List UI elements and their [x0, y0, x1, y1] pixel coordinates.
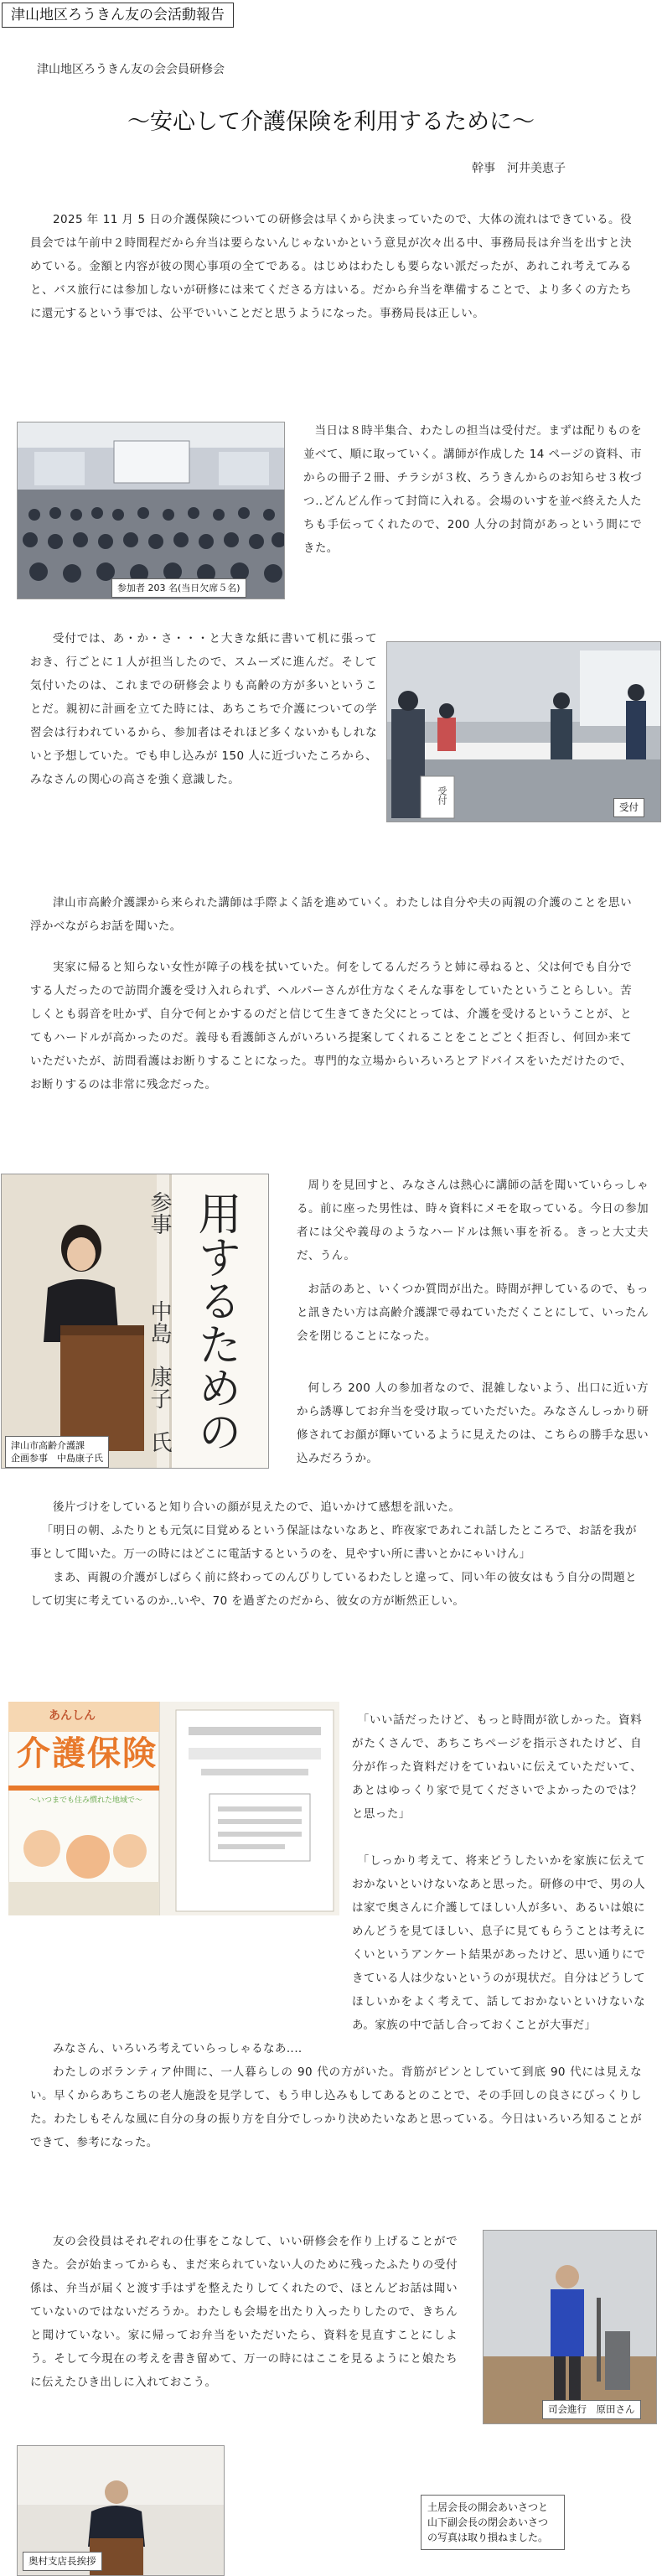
paragraph-questions: お話のあと、いくつか質問が出た。時間が押しているので、もっと訊きたい方は高齢介護課で尋ねていただくことにして、いったん会を閉じることになった。	[297, 1283, 649, 1343]
branch-manager-photo	[17, 2445, 225, 2576]
hall-photo-caption: 参加者 203 名(当日欠席５名)	[111, 578, 246, 598]
booklet-tagline: ～いつまでも住み慣れた地域で～	[28, 1796, 142, 1805]
paragraph-lecturer: 津山市高齢介護課から来られた講師は手際よく話を進めていく。わたしは自分や夫の両親の介護のことを思い浮かべながらお話を聞いた。	[30, 896, 632, 933]
paragraph-lunch: 何しろ 200 人の参加者なので、混雑しないよう、出口に近い方から誘導してお弁当を受け取っていただいた。みなさんしっかり研修されてお顔が輝いているように見えたのは、こちらの勝手な思い込みだろうか。	[297, 1381, 649, 1465]
speaker-photo-caption	[5, 1436, 109, 1468]
paragraph-volunteer: わたしのボランティア仲間に、一人暮らしの 90 代の方がいた。背筋がピンとしていて到底 90 代には見えない。早くからあちこちの老人施設を見学して、もう申し込みもしてあるとのことで、その手回しの良さにびっくりした。わたしもそんな風に自分の身の振り方を自分でしっかり決めたいなあと思っている。今日はいろいろ知ることができて、参考になった。	[30, 2065, 642, 2149]
reception-sign-text: 受付	[437, 786, 447, 805]
reception-photo	[386, 641, 661, 822]
booklet-main-title: 介護保険	[17, 1734, 158, 1773]
hall-photo	[17, 422, 285, 599]
main-title: ～安心して介護保険を利用するために～	[127, 109, 535, 135]
paragraph-reflection: みなさん、いろいろ考えていらっしゃるなあ‥‥	[53, 2042, 303, 2055]
speaker-banner-role: 参事	[147, 1191, 172, 1235]
paragraph-reception-prep: 当日は８時半集合、わたしの担当は受付だ。まずは配りものを並べて、順に取っていく。講師が作成した 14 ページの資料、市からの冊子２冊、チラシが３枚、ろうきんからのお知らせ３枚づつ‥どんどん作って封筒に入れる。会場のいすを並べ終えた人たちも手伝ってくれたので、200 人分の封筒があっという間にできた。	[303, 424, 642, 555]
speaker-caption-line2: 企画参事 中島康子氏	[11, 1453, 103, 1464]
note-line-2: 山下副会長の閉会あいさつ	[427, 2516, 549, 2528]
note-line-3: の写真は取り損ねました。	[427, 2532, 549, 2543]
speaker-banner-name: 中島 康子 氏	[147, 1300, 172, 1453]
paragraph-participant-voices	[30, 1849, 645, 2154]
paragraph-intro: 2025 年 11 月 5 日の介護保険についての研修会は早くから決まっていたので、大体の流れはできている。役員会では午前中２時間程だから弁当は要らないんじゃないかという意見が次々出る中、事務局長は弁当を出すと決めている。金額と内容が彼の関心事項の全てである。はじめはわたしも要らない派だったが、あれこれ考えてみると、バス旅行には参加しないが研修には来てくださる方はいる。だから弁当を準備することで、より多くの方たちに還元するという事では、公平でいいことだと思うようになった。事務局長は正しい。	[30, 213, 632, 320]
speaker-banner-chars: 用するための	[190, 1191, 240, 1453]
paragraph-family-memory: 実家に帰ると知らない女性が障子の桟を拭いていた。何をしてるんだろうと姉に尋ねると、父は何でも自分でする人だったので訪問介護を受け入れられず、ヘルパーさんが仕方なくそんな事をしていたということらしい。苦しくとも弱音を吐かず、自分で何とかするのだと信じて生きてきた父にとっては、介護を受けるということが、とてもハードルが高かったのだ。義母も看護師さんがいろいろ提案してくれることをことごとく拒否し、何回か来ていただいたが、訪問看護はお断りすることになった。専門的な立場からいろいろとアドバイスをいただけたので、お断りするのは非常に残念だった。	[30, 961, 632, 1091]
missing-photo-note	[421, 2495, 565, 2550]
moderator-photo-illustration	[484, 2231, 657, 2424]
reception-photo-caption: 受付	[613, 798, 644, 817]
friend-quote: 「明日の朝、ふたりとも元気に目覚めるという保証はないなあと、昨夜家であれこれ話したところで、お話を我が事として聞いた。万一の時にはどこに電話するというのを、見やすい所に書いとかにゃいけん」	[30, 1524, 637, 1561]
paragraph-audience: 周りを見回すと、みなさんは熱心に講師の話を聞いていらっしゃる。前に座った男性は、時々資料にメモを取っている。今日の参加者には父や義母のようなハードルは無い事を祈る。きっと大丈夫だ、うん。	[297, 1179, 649, 1262]
paragraph-reception: 受付では、あ・か・さ・・・と大きな紙に書いて机に張っておき、行ごとに１人が担当したので、スムーズに進んだ。そして気付いたのは、これまでの研修会よりも高齢の方が多いということだ。親初に計画を立てた時には、あちこちで介護についての学習会は行われているから、参加者はそれほど多くないかもしれないと予想していた。でも申し込みが 150 人に近づいたころから、みなさんの関心の高さを強く意識した。	[30, 632, 377, 786]
participant-quote-1: 「いい話だったけど、もっと時間が欲しかった。資料がたくさんで、あちこちページを指示されたけど、自分が作った資料だけをていねいに伝えていただいて、あとはゆっくり家で見てくださいでよかったのでは？と思った」	[352, 1713, 642, 1821]
author: 幹事 河井美恵子	[472, 162, 566, 175]
speaker-photo	[1, 1174, 269, 1469]
participant-quote-2: 「しっかり考えて、将来どうしたいかを家族に伝えておかないといけないなあと思った。研修の中で、男の人は家で奥さんに介護してほしい人が多い、あるいは娘にめんどうを見てほしい、息子に見てもらうことは考えにくいというアンケート結果があったけど、思い通りにできている人は少ないというのが現状だ。自分はどうしてほしいかをよく考えて、話しておかないといけないなあ。家族の中で話し合っておくことが大事だ」	[352, 1854, 645, 2032]
note-line-1: 土居会長の開会あいさつと	[427, 2501, 549, 2513]
speaker-caption-line1: 津山市高齢介護課	[11, 1440, 85, 1451]
report-header-box	[2, 3, 234, 28]
hall-photo-illustration	[18, 422, 285, 599]
report-title: 津山地区ろうきん友の会活動報告	[11, 7, 225, 23]
subtitle: 津山地区ろうきん友の会会員研修会	[37, 63, 225, 76]
paragraph-friend-reflection: まあ、両親の介護がしばらく前に終わってのんびりしているわたしと違って、同い年の彼女はもう自分の問題として切実に考えているのか‥いや、70 を過ぎたのだから、彼女の方が断然正しい。	[30, 1571, 637, 1608]
paragraph-cleanup-intro: 後片づけをしていると知り合いの顔が見えたので、追いかけて感想を訊いた。	[53, 1501, 461, 1514]
branch-manager-caption: 奥村支店長挨拶	[23, 2552, 102, 2571]
paragraph-cleanup	[30, 1495, 637, 1613]
booklet-small-title: あんしん	[49, 1709, 96, 1723]
moderator-photo-caption: 司会進行 原田さん	[542, 2400, 641, 2419]
moderator-photo	[483, 2230, 657, 2424]
paragraph-closing: 友の会役員はそれぞれの仕事をこなして、いい研修会を作り上げることができた。会が始まってからも、まだ来られていない人のために残ったふたりの受付係は、弁当が届くと渡す手はずを整えたりしてくれたので、ほとんどお話は聞いていないのではないだろうか。わたしも会場を出たり入ったりしたので、きちんと聞けていない。家に帰ってお弁当をいただいたら、資料を見直すことにしよう。そして今現在の考えを書き留めて、万一の時にはここを見るようにと娘たちに伝えたひき出しに入れておこう。	[30, 2235, 458, 2389]
reception-photo-illustration	[387, 642, 661, 822]
